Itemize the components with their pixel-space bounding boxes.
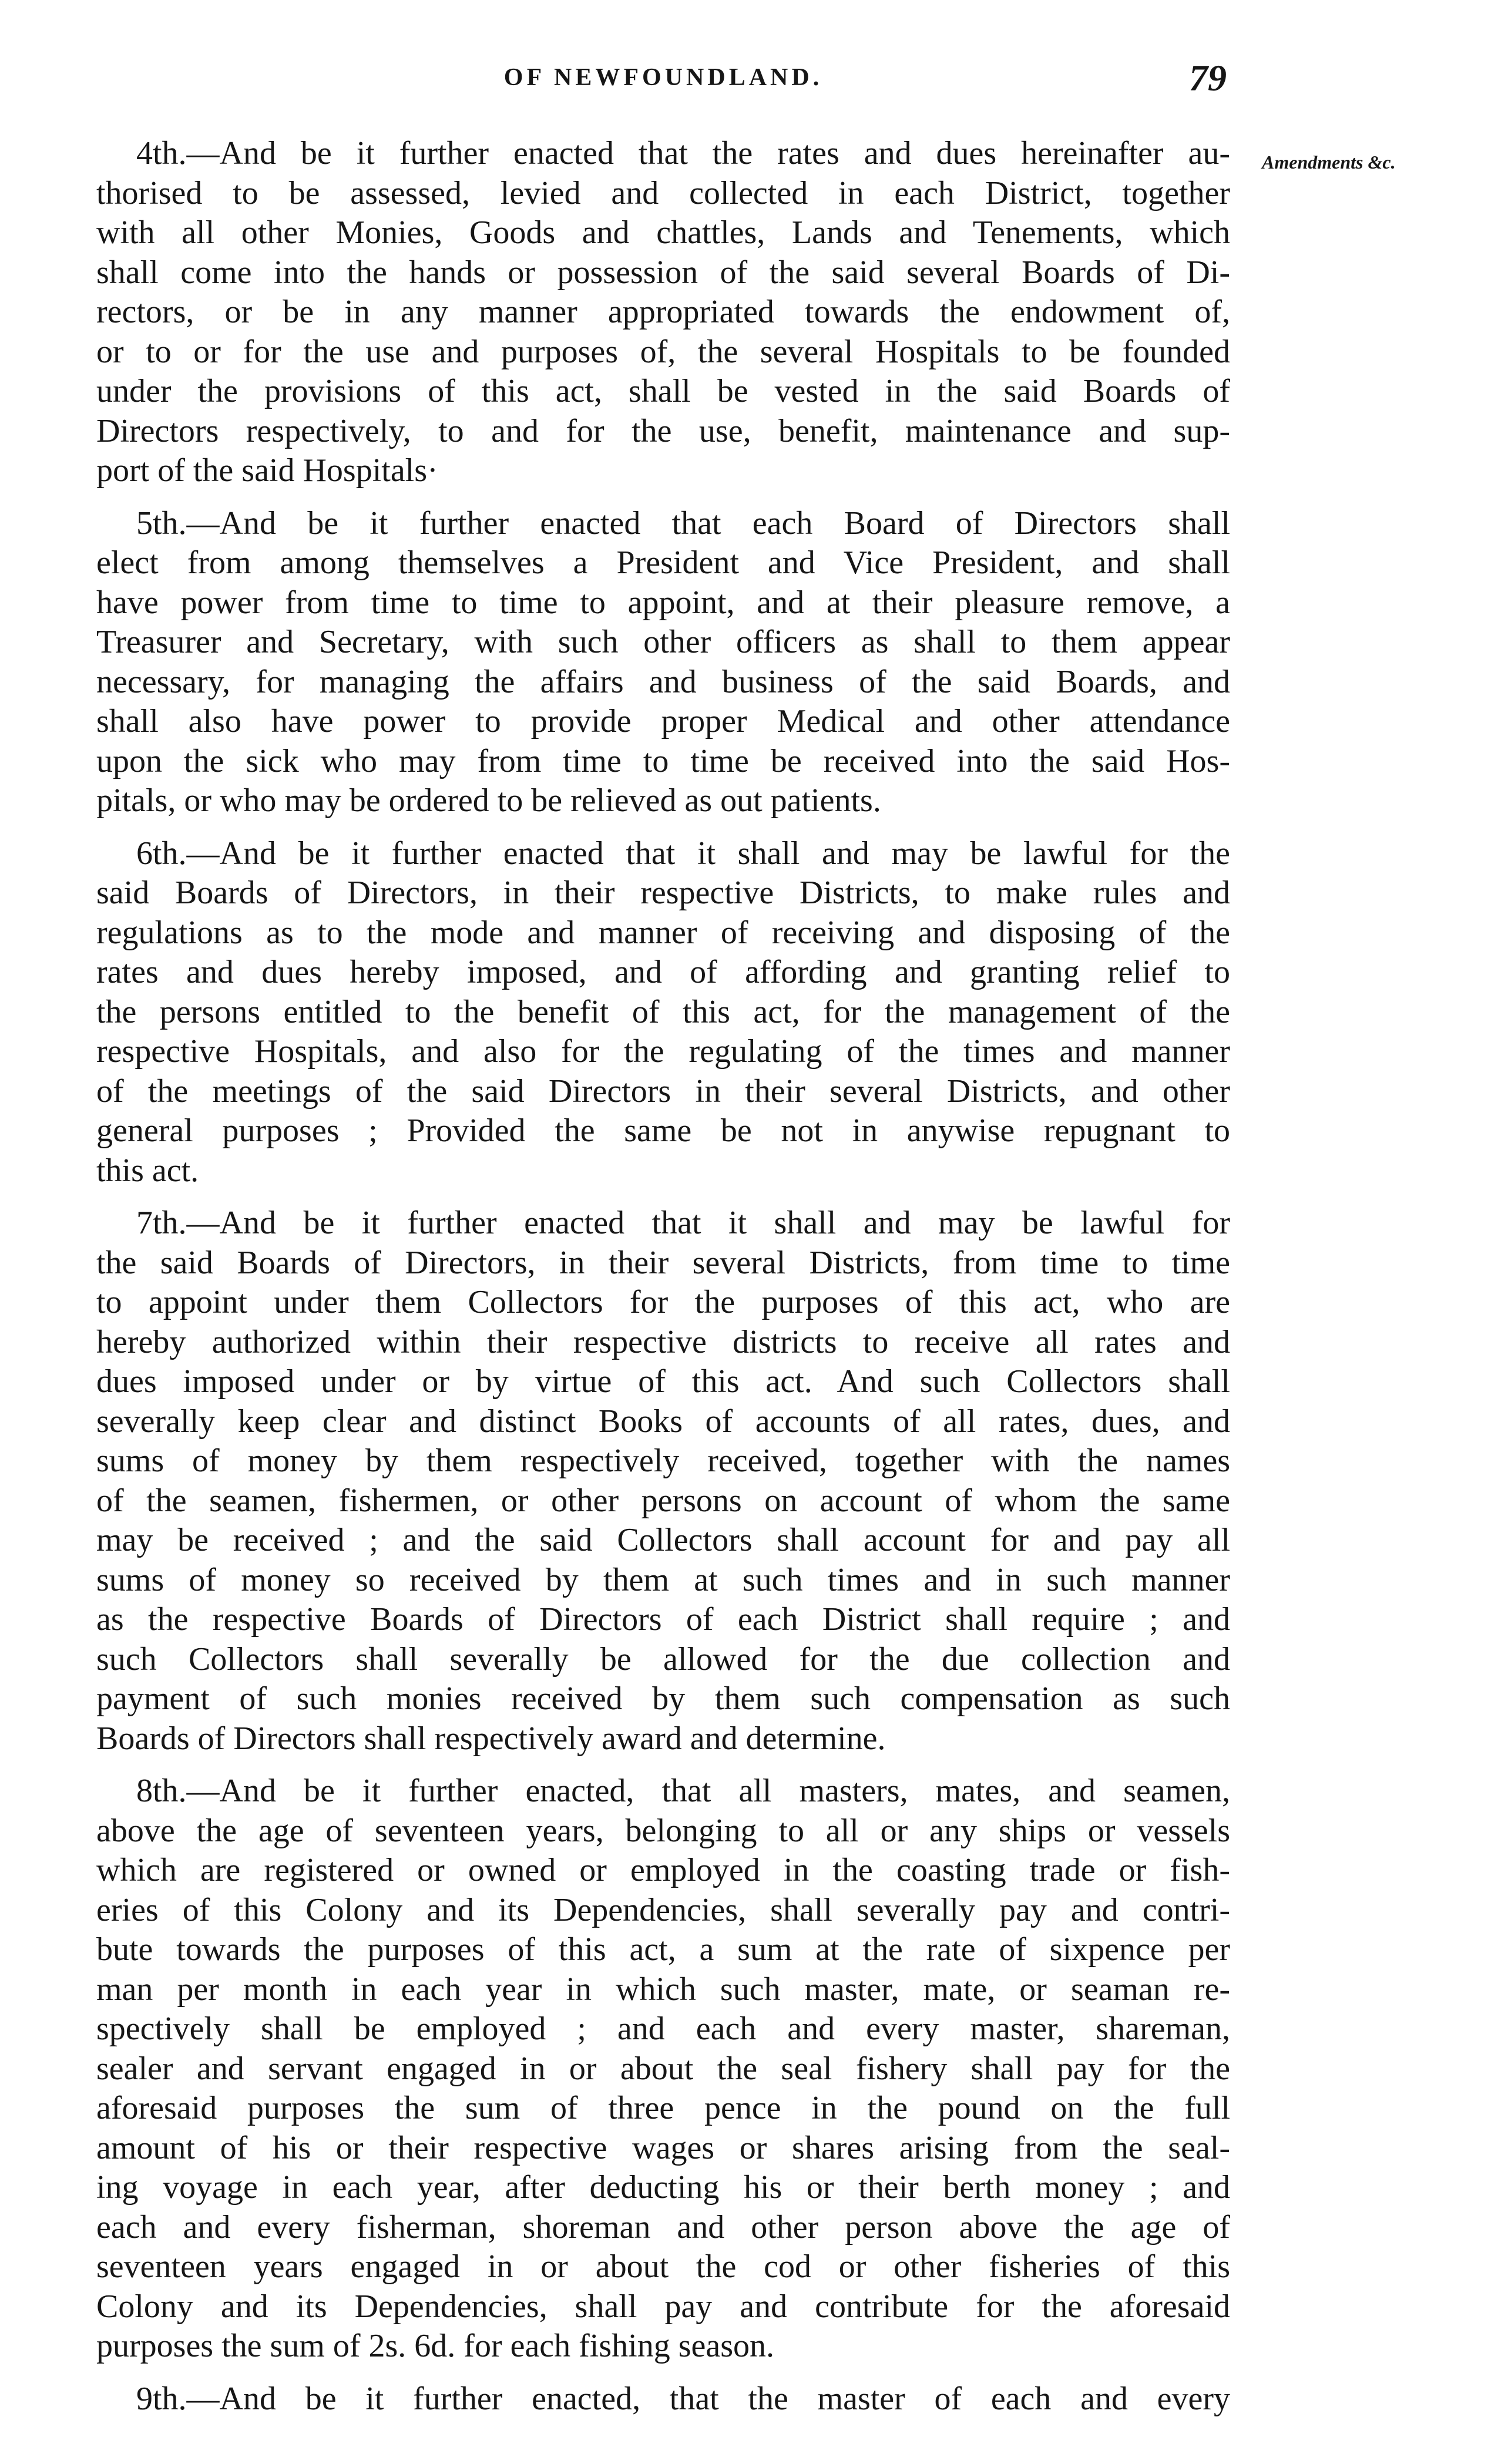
text-line: with all other Monies, Goods and chattles, Lands and Tenements, which <box>96 214 1230 251</box>
text-line: upon the sick who may from time to time be received into the said Hos- <box>96 742 1230 779</box>
statute-text <box>96 134 1230 2432</box>
text-line: which are registered or owned or employed in the coasting trade or fish- <box>96 1852 1230 1888</box>
text-line: have power from time to time to appoint, and at their pleasure remove, a <box>96 584 1230 621</box>
text-line: the persons entitled to the benefit of this act, for the management of the <box>96 993 1230 1030</box>
text-line: spectively shall be employed ; and each and every master, shareman, <box>96 2011 1230 2047</box>
text-line: to appoint under them Collectors for the purposes of this act, who are <box>96 1284 1230 1320</box>
text-line: bute towards the purposes of this act, a sum at the rate of sixpence per <box>96 1931 1230 1968</box>
text-line: rates and dues hereby imposed, and of affording and granting relief to <box>96 954 1230 990</box>
text-line: Boards of Directors shall respectively award and determine. <box>96 1720 886 1757</box>
text-line: Treasurer and Secretary, with such other officers as shall to them appear <box>96 624 1230 660</box>
text-line: above the age of seventeen years, belonging to all or any ships or vessels <box>96 1812 1230 1849</box>
text-line: seventeen years engaged in or about the cod or other fisheries of this <box>96 2248 1230 2285</box>
section-paragraph <box>96 1771 1230 2366</box>
text-line: 5th.—And be it further enacted that each Board of Directors shall <box>136 505 1230 542</box>
text-line: ing voyage in each year, after deducting his or their berth money ; and <box>96 2169 1230 2206</box>
text-line: severally keep clear and distinct Books of accounts of all rates, dues, and <box>96 1403 1230 1440</box>
running-head <box>96 56 1230 103</box>
text-line: hereby authorized within their respective districts to receive all rates and <box>96 1323 1230 1360</box>
text-line: or to or for the use and purposes of, the several Hospitals to be founded <box>96 333 1230 370</box>
text-line: under the provisions of this act, shall be vested in the said Boards of <box>96 373 1230 409</box>
text-line: general purposes ; Provided the same be not in anywise repugnant to <box>96 1112 1230 1149</box>
text-line: purposes the sum of 2s. 6d. for each fishing season. <box>96 2328 775 2364</box>
text-line: dues imposed under or by virtue of this act. And such Collectors shall <box>96 1363 1230 1400</box>
text-line: such Collectors shall severally be allowed for the due collection and <box>96 1641 1230 1678</box>
text-line: this act. <box>96 1152 199 1189</box>
text-line: the said Boards of Directors, in their several Districts, from time to time <box>96 1244 1230 1281</box>
text-line: 8th.—And be it further enacted, that all masters, mates, and seamen, <box>136 1773 1230 1809</box>
section-paragraph <box>96 134 1230 491</box>
text-line: may be received ; and the said Collectors shall account for and pay all <box>96 1522 1230 1558</box>
text-line: thorised to be assessed, levied and collected in each District, together <box>96 174 1230 211</box>
text-line: 7th.—And be it further enacted that it shall and may be lawful for <box>136 1205 1230 1241</box>
text-line: amount of his or their respective wages or shares arising from the seal- <box>96 2129 1230 2166</box>
text-line: eries of this Colony and its Dependencies, shall severally pay and contri- <box>96 1891 1230 1928</box>
text-line: necessary, for managing the affairs and business of the said Boards, and <box>96 663 1230 700</box>
text-line: regulations as to the mode and manner of receiving and disposing of the <box>96 914 1230 951</box>
text-line: rectors, or be in any manner appropriated towards the endowment of, <box>96 294 1230 330</box>
text-line: as the respective Boards of Directors of each District shall require ; and <box>96 1601 1230 1638</box>
section-paragraph <box>96 834 1230 1191</box>
section-paragraph <box>96 2379 1230 2419</box>
text-line: of the meetings of the said Directors in their several Districts, and other <box>96 1073 1230 1110</box>
text-line: aforesaid purposes the sum of three pence in the pound on the full <box>96 2090 1230 2126</box>
text-line: 9th.—And be it further enacted, that the master of each and every <box>136 2380 1230 2417</box>
marginal-note: Amendments &c. <box>1262 152 1396 173</box>
text-line: of the seamen, fishermen, or other persons on account of whom the same <box>96 1482 1230 1519</box>
section-paragraph <box>96 1204 1230 1759</box>
text-line: sums of money by them respectively received, together with the names <box>96 1443 1230 1479</box>
text-line: respective Hospitals, and also for the regulating of the times and manner <box>96 1033 1230 1070</box>
text-line: pitals, or who may be ordered to be relieved as out patients. <box>96 782 881 819</box>
text-line: shall come into the hands or possession of the said several Boards of Di- <box>96 254 1230 291</box>
page-number: 79 <box>1189 57 1227 99</box>
text-line: 6th.—And be it further enacted that it shall and may be lawful for the <box>136 835 1230 872</box>
text-line: payment of such monies received by them such compensation as such <box>96 1680 1230 1717</box>
text-line: Directors respectively, to and for the use, benefit, maintenance and sup- <box>96 412 1230 449</box>
text-line: elect from among themselves a President and Vice President, and shall <box>96 544 1230 581</box>
text-line: sums of money so received by them at such times and in such manner <box>96 1561 1230 1598</box>
text-line: 4th.—And be it further enacted that the rates and dues hereinafter au- <box>136 135 1230 172</box>
text-line: Colony and its Dependencies, shall pay and contribute for the aforesaid <box>96 2288 1230 2325</box>
running-title: OF NEWFOUNDLAND. <box>503 64 823 91</box>
text-line: sealer and servant engaged in or about the seal fishery shall pay for the <box>96 2050 1230 2087</box>
text-line: port of the said Hospitals· <box>96 452 438 489</box>
text-line: shall also have power to provide proper Medical and other attendance <box>96 703 1230 739</box>
text-line: man per month in each year in which such master, mate, or seaman re- <box>96 1971 1230 2008</box>
section-paragraph <box>96 504 1230 821</box>
text-line: each and every fisherman, shoreman and other person above the age of <box>96 2208 1230 2245</box>
text-line: said Boards of Directors, in their respective Districts, to make rules and <box>96 875 1230 911</box>
